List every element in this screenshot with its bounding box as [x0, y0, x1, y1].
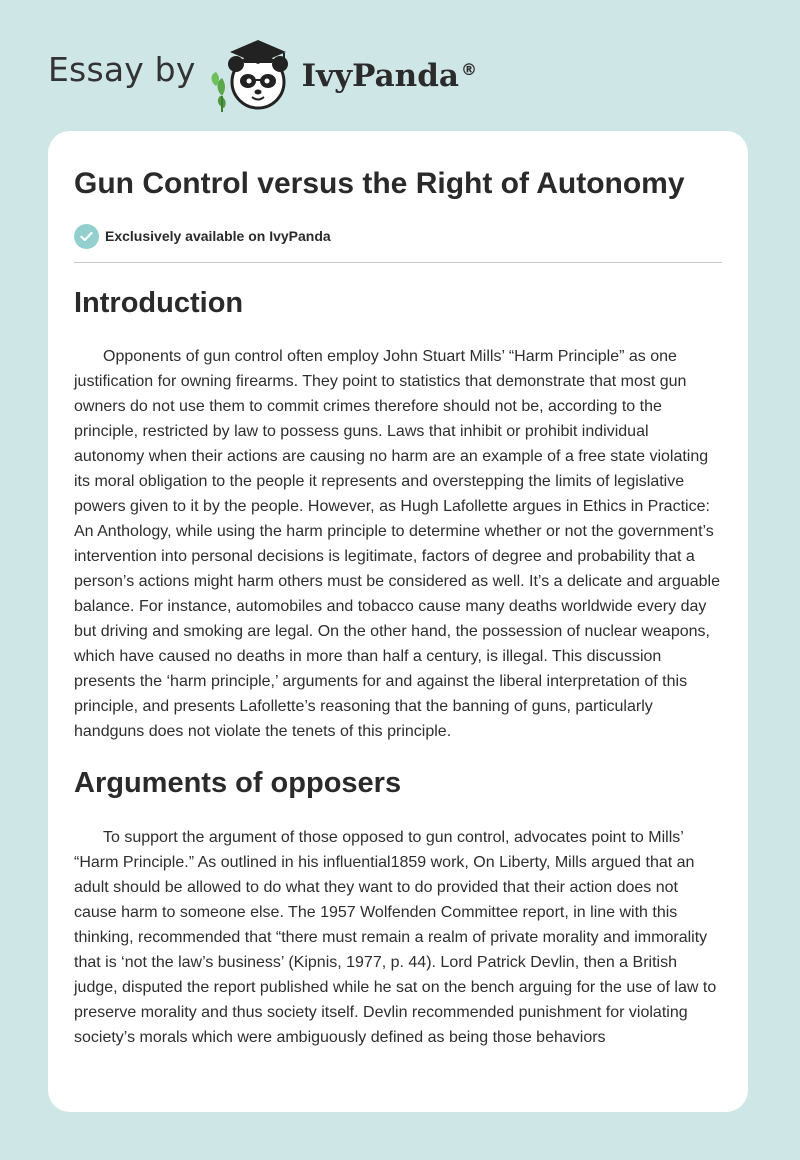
- essay-card: [48, 131, 748, 1112]
- check-icon: [74, 224, 99, 249]
- exclusive-label: Exclusively available on IvyPanda: [105, 228, 331, 244]
- essay-title: Gun Control versus the Right of Autonomy: [74, 167, 685, 200]
- section-paragraph-introduction: Opponents of gun control often employ John Stuart Mills’ “Harm Principle” as one justification for owning firearms. They point to statistics that demonstrate that most gun owners do not use them to commit crimes therefore should not be, according to the principle, restricted by law to possess guns. Laws that inhibit or prohibit individual autonomy when their actions are causing no harm are an example of a free state violating its moral obligation to the people it represents and overstepping the limits of legislative powers given to it by the people. However, as Hugh Lafollette argues in Ethics in Practice: An Anthology, while using the harm principle to determine whether or not the government’s intervention into personal decisions is legitimate, factors of degree and probability that a person’s actions might harm others must be considered as well. It’s a delicate and arguable balance. For instance, automobiles and tobacco cause many deaths worldwide every day but driving and smoking are legal. On the other hand, the possession of nuclear weapons, which have caused no deaths in more than half a century, is illegal. This discussion presents the ‘harm principle,’ arguments for and against the liberal interpretation of this principle, and presents Lafollette’s reasoning that the banning of guns, particularly handguns does not violate the tenets of this principle.: [74, 348, 720, 740]
- section-heading-introduction: Introduction: [74, 287, 244, 319]
- brand-name: IvyPanda ®: [301, 58, 477, 94]
- divider: [74, 262, 722, 263]
- exclusive-badge: [74, 223, 722, 249]
- section-heading-arguments-of-opposers: Arguments of opposers: [74, 767, 402, 799]
- brand-header: [48, 34, 477, 114]
- registered-mark: ®: [460, 60, 477, 79]
- brand-prefix: Essay by: [48, 49, 196, 89]
- section-paragraph-arguments-of-opposers: To support the argument of those opposed to gun control, advocates point to Mills’ “Harm Principle.” As outlined in his influential1859 work, On Liberty, Mills argued that an adult should be allowed to do what they want to do provided that their action does not cause harm to someone else. The 1957 Wolfenden Committee report, in line with this thinking, recommended that “there must remain a realm of private morality and immorality that is ‘not the law’s business’ (Kipnis, 1977, p. 44). Lord Patrick Devlin, then a British judge, disputed the report published while he sat on the bench arguing for the use of law to preserve morality and thus society itself. Devlin recommended punishment for violating society’s morals which were ambiguously defined as being those behaviors: [74, 829, 717, 1046]
- panda-logo-icon: [208, 34, 300, 114]
